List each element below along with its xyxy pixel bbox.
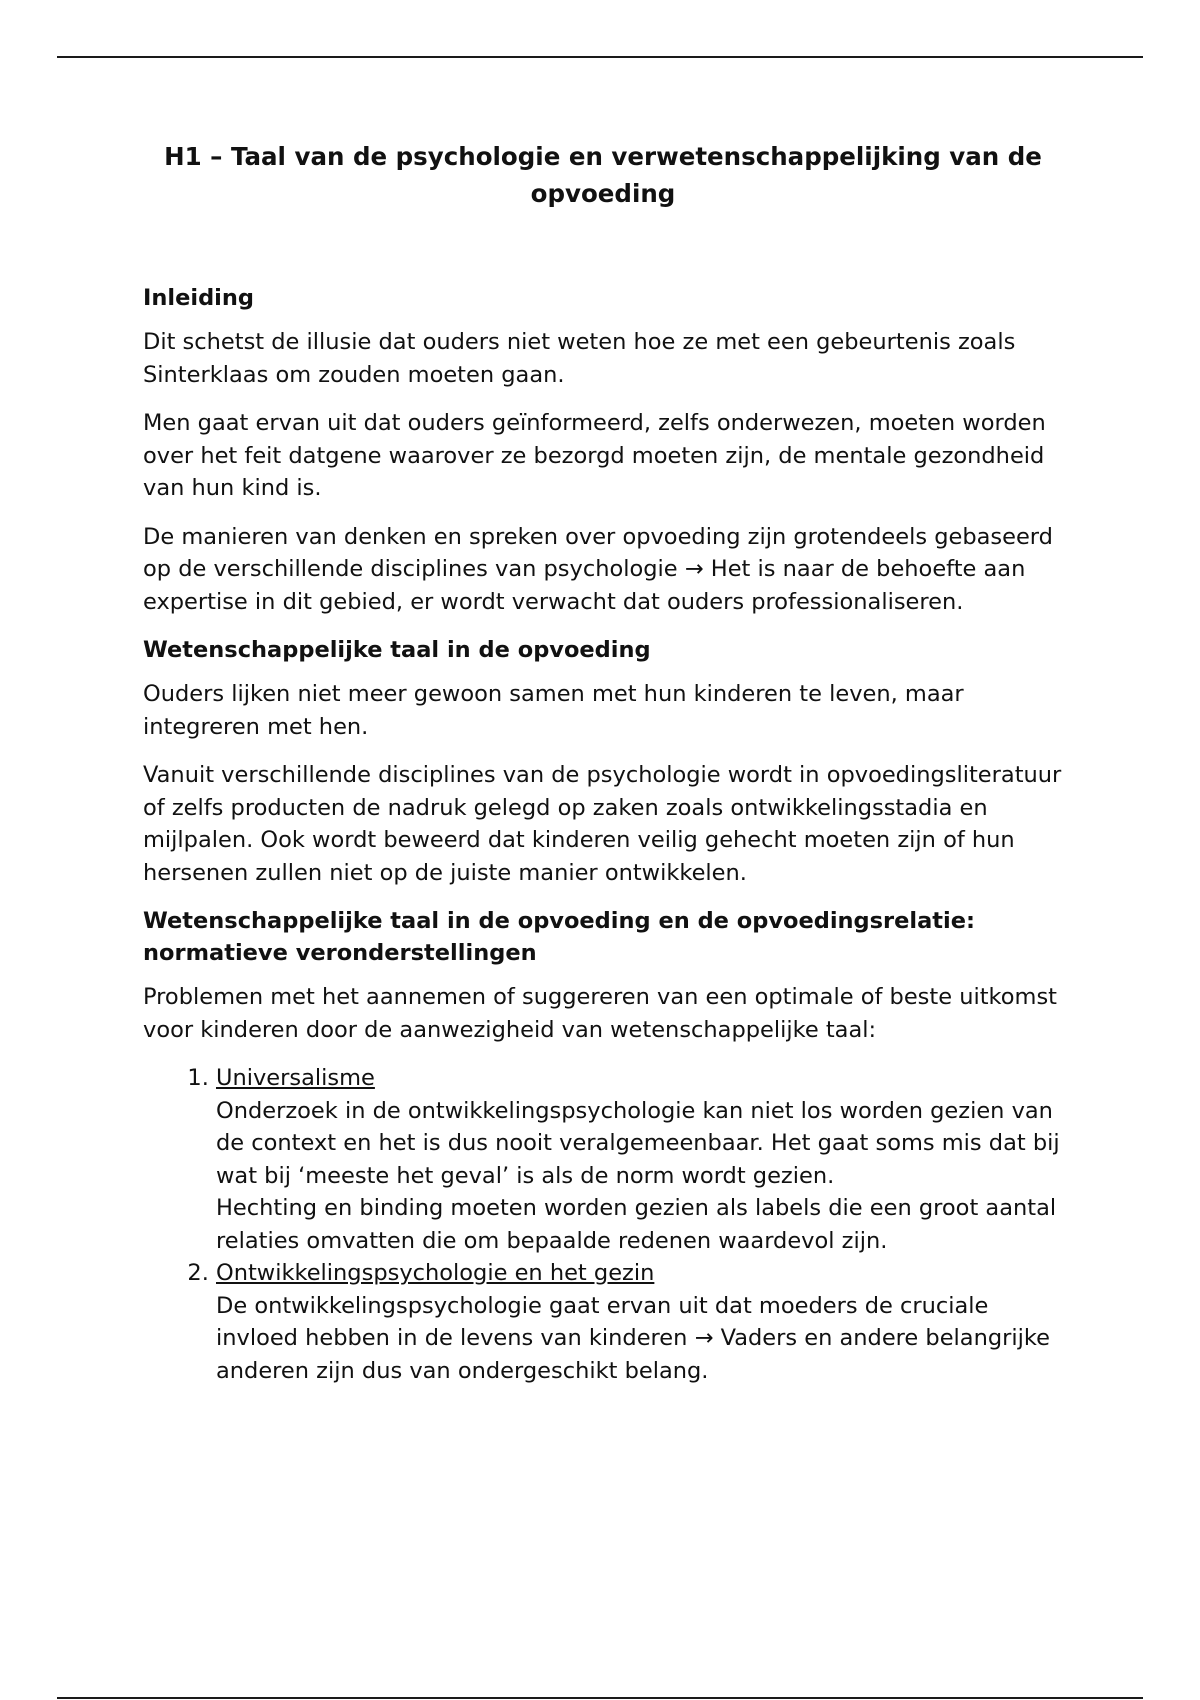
list-item-text: Hechting en binding moeten worden gezien als labels die een groot aantal relaties omvatten die om bepaalde redenen waardevol zijn.: [216, 1195, 1057, 1254]
paragraph: De manieren van denken en spreken over opvoeding zijn grotendeels gebaseerd op de verschillende disciplines van psychologie → Het is naar de behoefte aan expertise in dit gebied, er wordt verwacht dat ouders professionaliseren.: [143, 523, 1053, 615]
paragraph: Dit schetst de illusie dat ouders niet weten hoe ze met een gebeurtenis zoals Sinterklaas om zouden moeten gaan.: [143, 329, 1016, 388]
section-normatieve-veronderstellingen: [143, 905, 1063, 1387]
section-heading: Wetenschappelijke taal in de opvoeding: [143, 637, 651, 663]
document-body: [143, 138, 1063, 1387]
section-wetenschappelijke-taal: [143, 634, 1063, 889]
list-item-text: De ontwikkelingspsychologie gaat ervan uit dat moeders de cruciale invloed hebben in de levens van kinderen → Vaders en andere belangrijke anderen zijn dus van ondergeschikt belang.: [216, 1292, 1050, 1384]
numbered-list: [143, 1062, 1063, 1387]
document-title: H1 – Taal van de psychologie en verwetenschappelijking van de opvoeding: [164, 142, 1042, 208]
header-rule: [57, 56, 1143, 58]
paragraph: Ouders lijken niet meer gewoon samen met hun kinderen te leven, maar integreren met hen.: [143, 681, 964, 740]
list-item-title: 1. Universalisme: [216, 1065, 375, 1091]
section-heading: Wetenschappelijke taal in de opvoeding en de opvoedingsrelatie: normatieve veronderstellingen: [143, 908, 976, 966]
paragraph: Men gaat ervan uit dat ouders geïnformeerd, zelfs onderwezen, moeten worden over het feit datgene waarover ze bezorgd moeten zijn, de mentale gezondheid van hun kind is.: [143, 410, 1046, 501]
list-item: [216, 1257, 1063, 1387]
list-item-title: 2. Ontwikkelingspsychologie en het gezin: [216, 1260, 655, 1286]
paragraph: Vanuit verschillende disciplines van de psychologie wordt in opvoedingsliteratuur of zelfs producten de nadruk gelegd op zaken zoals ontwikkelingsstadia en mijlpalen. Ook wordt beweerd dat kinderen veilig gehecht moeten zijn of hun hersenen zullen niet op de juiste manier ontwikkelen.: [143, 762, 1062, 886]
footer-rule: [57, 1697, 1143, 1699]
section-inleiding: [143, 282, 1063, 618]
section-heading: Inleiding: [143, 285, 255, 311]
list-item-text: Onderzoek in de ontwikkelingspsychologie kan niet los worden gezien van de context en het is dus nooit veralgemeenbaar. Het gaat soms mis dat bij wat bij ‘meeste het geval’ is als de norm wordt gezien.: [216, 1097, 1060, 1189]
list-item: [216, 1062, 1063, 1257]
paragraph: Problemen met het aannemen of suggereren van een optimale of beste uitkomst voor kinderen door de aanwezigheid van wetenschappelijke taal:: [143, 984, 1057, 1043]
